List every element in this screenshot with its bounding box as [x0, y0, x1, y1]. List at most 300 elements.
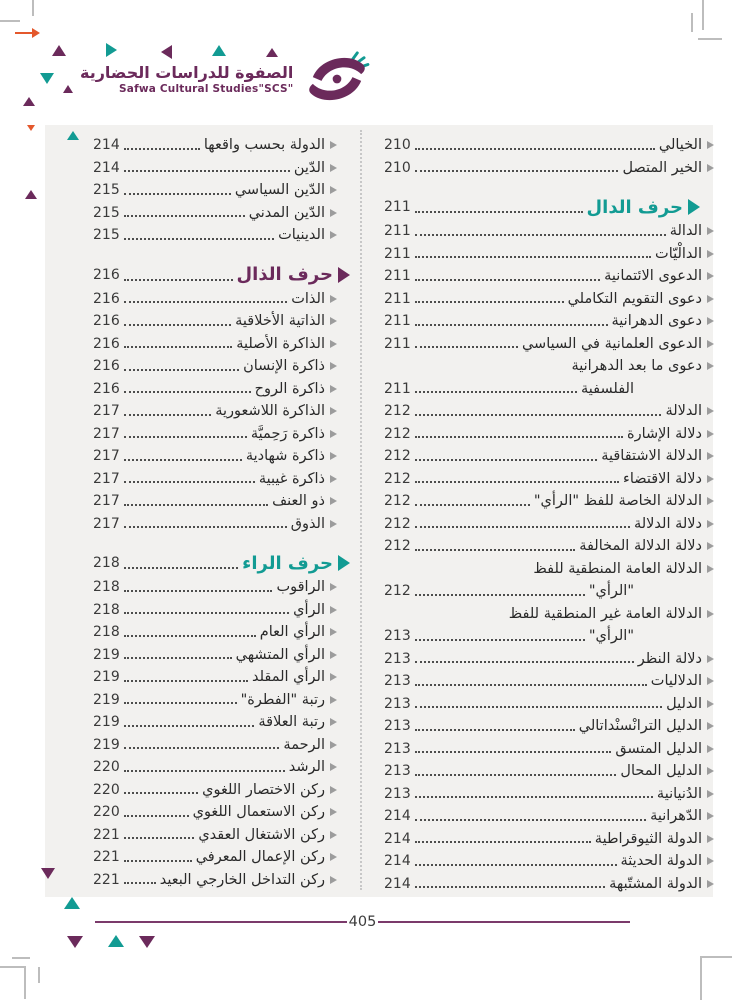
index-entry	[384, 693, 714, 716]
brand-name-arabic: الصفوة للدراسات الحضارية	[80, 63, 294, 82]
dot-leader	[124, 148, 200, 150]
entry-text: ركن الاستعمال اللغوي	[192, 804, 325, 821]
dot-leader	[124, 481, 255, 483]
entry-text: ذاكرة الإنسان	[243, 358, 325, 375]
entry-text: دلالة الإشارة	[627, 425, 702, 442]
entry-text: الخير المتصل	[622, 159, 702, 176]
entry-page-number: 218	[93, 579, 120, 596]
entry-text: الدُنيانية	[656, 785, 702, 802]
dot-leader	[124, 567, 238, 569]
triangle-bullet-icon	[330, 520, 337, 528]
entry-text: الدليل	[666, 695, 702, 712]
triangle-decoration-icon	[106, 43, 120, 57]
triangle-bullet-icon	[338, 267, 350, 283]
entry-page-number: 216	[93, 335, 120, 352]
entry-page-number: 213	[384, 628, 411, 645]
entry-page-number: 212	[384, 515, 411, 532]
entry-page-number: 210	[384, 159, 411, 176]
brand-name-english: Safwa Cultural Studies"SCS"	[119, 83, 294, 95]
triangle-bullet-icon	[707, 767, 714, 775]
entry-page-number: 220	[93, 804, 120, 821]
entry-page-number: 214	[384, 875, 411, 892]
dot-leader	[415, 729, 575, 731]
triangle-bullet-icon	[330, 763, 337, 771]
entry-text: ذاكرة رَحِميَّة	[250, 425, 325, 442]
triangle-bullet-icon	[707, 745, 714, 753]
entry-text: رتبة العلاقة	[258, 714, 325, 731]
triangle-bullet-icon	[707, 857, 714, 865]
dot-leader	[415, 819, 646, 821]
dot-leader	[415, 841, 591, 843]
entry-text: الذاكرة اللاشعورية	[215, 403, 325, 420]
entry-text: الدّهرانية	[650, 808, 702, 825]
triangle-bullet-icon	[707, 565, 714, 573]
entry-page-number: 212	[384, 493, 411, 510]
crop-mark	[700, 956, 702, 1000]
dot-leader	[124, 346, 233, 348]
brand-header	[80, 50, 373, 108]
page-number: 405	[348, 914, 377, 930]
entry-page-number: 213	[384, 785, 411, 802]
dot-leader	[415, 481, 619, 483]
index-entry	[384, 445, 714, 468]
dot-leader	[415, 324, 608, 326]
entry-page-number: 217	[93, 425, 120, 442]
index-section-heading	[384, 194, 714, 220]
entry-text: دلالة الدلالة	[633, 515, 702, 532]
dot-leader	[124, 301, 288, 303]
triangle-decoration-icon	[63, 82, 73, 93]
crop-mark	[0, 966, 25, 968]
index-entry	[93, 333, 337, 356]
entry-text: الدلالة العامة المنطقية للفظ	[533, 560, 702, 577]
entry-page-number: 211	[384, 268, 411, 285]
index-entry	[384, 670, 714, 693]
entry-text: رتبة "الفطرة"	[240, 691, 325, 708]
entry-page-number: 218	[93, 555, 120, 571]
entry-text: الذوق	[290, 515, 325, 532]
dot-leader	[124, 702, 237, 704]
index-entry	[384, 513, 714, 536]
index-entry	[384, 850, 714, 873]
triangle-bullet-icon	[707, 141, 714, 149]
entry-page-number: 216	[93, 358, 120, 375]
dot-leader	[124, 747, 280, 749]
triangle-bullet-icon	[707, 430, 714, 438]
triangle-bullet-icon	[330, 606, 337, 614]
entry-text: الرأي المتشهي	[235, 646, 325, 663]
index-entry	[93, 689, 337, 712]
entry-page-number: 214	[384, 853, 411, 870]
triangle-decoration-icon	[67, 936, 83, 951]
triangle-decoration-icon	[23, 94, 35, 106]
entry-text: الدليل المتسق	[615, 740, 702, 757]
triangle-bullet-icon	[330, 673, 337, 681]
entry-page-number: 218	[93, 601, 120, 618]
entry-text: حرف الراء	[242, 552, 333, 574]
index-entry	[384, 288, 714, 311]
entry-page-number: 221	[93, 849, 120, 866]
column-divider	[360, 130, 362, 890]
entry-page-number: 213	[384, 673, 411, 690]
index-entry	[384, 157, 714, 180]
triangle-bullet-icon	[330, 808, 337, 816]
index-entry	[93, 157, 337, 180]
triangle-bullet-icon	[707, 295, 714, 303]
index-entry	[384, 243, 714, 266]
triangle-decoration-icon	[212, 42, 226, 56]
triangle-bullet-icon	[707, 677, 714, 685]
index-entry	[93, 378, 337, 401]
entry-page-number: 211	[384, 223, 411, 240]
triangle-bullet-icon	[707, 227, 714, 235]
dot-leader	[415, 886, 605, 888]
triangle-decoration-icon	[64, 894, 80, 909]
crop-mark	[24, 966, 26, 999]
triangle-bullet-icon	[330, 651, 337, 659]
triangle-bullet-icon	[707, 475, 714, 483]
dot-leader	[415, 796, 653, 798]
triangle-bullet-icon	[330, 853, 337, 861]
index-column-left	[93, 134, 337, 891]
index-entry	[93, 576, 337, 599]
safwa-logo-icon	[301, 50, 373, 108]
dot-leader	[415, 346, 518, 348]
entry-page-number: 211	[384, 245, 411, 262]
entry-text: دعوى الدهرانية	[611, 313, 702, 330]
entry-text: الدلالة الاشتقاقية	[601, 448, 702, 465]
entry-page-number: 220	[93, 781, 120, 798]
triangle-bullet-icon	[330, 186, 337, 194]
index-entry	[93, 711, 337, 734]
dot-leader	[124, 238, 274, 240]
dot-leader	[415, 436, 623, 438]
index-entry	[384, 400, 714, 423]
entry-text: دعوى التقويم التكاملي	[567, 290, 702, 307]
entry-page-number: 221	[93, 871, 120, 888]
index-entry	[384, 760, 714, 783]
entry-page-number: 213	[384, 718, 411, 735]
crop-mark	[702, 0, 704, 30]
dot-leader	[124, 725, 255, 727]
entry-page-number: 215	[93, 182, 120, 199]
entry-text: الدولة الثيوقراطية	[594, 830, 702, 847]
orange-arrow-icon	[15, 32, 33, 34]
entry-page-number: 218	[93, 624, 120, 641]
index-entry	[93, 824, 337, 847]
triangle-bullet-icon	[330, 696, 337, 704]
triangle-bullet-icon	[707, 164, 714, 172]
index-entry	[384, 625, 714, 648]
entry-text: الدعوى الائتمانية	[604, 268, 702, 285]
triangle-bullet-icon	[330, 317, 337, 325]
entry-page-number: 217	[93, 515, 120, 532]
footer-line	[378, 921, 630, 923]
dot-leader	[415, 594, 585, 596]
triangle-bullet-icon	[707, 610, 714, 618]
entry-page-number: 214	[93, 137, 120, 154]
index-entry	[93, 490, 337, 513]
triangle-bullet-icon	[707, 340, 714, 348]
dot-leader	[415, 504, 530, 506]
entry-text: الذات	[291, 290, 325, 307]
dot-leader	[415, 526, 630, 528]
triangle-bullet-icon	[707, 520, 714, 528]
entry-page-number: 220	[93, 759, 120, 776]
entry-text: الدالْيّات	[655, 245, 702, 262]
index-entry	[93, 468, 337, 491]
triangle-bullet-icon	[330, 718, 337, 726]
entry-page-number: 215	[93, 227, 120, 244]
orange-arrow-icon	[32, 28, 40, 38]
dot-leader	[124, 860, 192, 862]
dot-leader	[415, 148, 655, 150]
entry-page-number: 210	[384, 137, 411, 154]
triangle-bullet-icon	[330, 831, 337, 839]
triangle-bullet-icon	[330, 452, 337, 460]
triangle-bullet-icon	[330, 295, 337, 303]
entry-text: الدّين المدني	[248, 204, 325, 221]
dot-leader	[415, 751, 612, 753]
entry-text: ذو العنف	[272, 493, 325, 510]
index-entry	[384, 310, 714, 333]
index-entry	[93, 513, 337, 536]
entry-page-number: 219	[93, 691, 120, 708]
dot-leader	[124, 369, 239, 371]
triangle-bullet-icon	[707, 497, 714, 505]
entry-page-number: 213	[384, 695, 411, 712]
index-column-right	[384, 134, 714, 895]
index-entry	[384, 468, 714, 491]
index-entry	[384, 715, 714, 738]
dot-leader	[124, 792, 198, 794]
index-entry	[93, 355, 337, 378]
entry-text: الذاتية الأخلاقية	[235, 313, 325, 330]
entry-text: الدلالة	[665, 403, 702, 420]
entry-text: ذاكرة غيبية	[258, 470, 325, 487]
entry-page-number: 221	[93, 826, 120, 843]
triangle-bullet-icon	[330, 786, 337, 794]
entry-page-number: 219	[93, 736, 120, 753]
entry-text: دلالة النظر	[637, 650, 702, 667]
entry-page-number: 219	[93, 714, 120, 731]
index-entry	[384, 828, 714, 851]
index-entry	[384, 134, 714, 157]
index-entry	[93, 801, 337, 824]
triangle-decoration-icon	[67, 128, 79, 140]
triangle-bullet-icon	[707, 655, 714, 663]
triangle-bullet-icon	[330, 385, 337, 393]
dot-leader	[124, 612, 289, 614]
index-entry	[93, 666, 337, 689]
dot-leader	[124, 882, 156, 884]
index-entry	[93, 779, 337, 802]
index-entry	[93, 869, 337, 892]
triangle-bullet-icon	[707, 812, 714, 820]
index-entry	[384, 648, 714, 671]
dot-leader	[124, 391, 251, 393]
triangle-bullet-icon	[330, 231, 337, 239]
entry-text: الدولة بحسب واقعها	[203, 137, 325, 154]
entry-text: الدعوى العلمانية في السياسي	[521, 335, 702, 352]
triangle-decoration-icon	[266, 45, 278, 57]
triangle-bullet-icon	[688, 199, 700, 215]
triangle-bullet-icon	[338, 555, 350, 571]
entry-page-number: 215	[93, 204, 120, 221]
index-entry	[93, 734, 337, 757]
crop-mark	[12, 957, 30, 959]
entry-text: ذاكرة شهادية	[245, 448, 325, 465]
triangle-decoration-icon	[52, 42, 66, 56]
dot-leader	[415, 414, 662, 416]
entry-page-number: 214	[93, 159, 120, 176]
entry-text: الفلسفية	[580, 380, 634, 397]
dot-leader	[415, 391, 577, 393]
dot-leader	[124, 193, 231, 195]
dot-leader	[415, 234, 666, 236]
index-entry	[93, 445, 337, 468]
index-entry	[93, 599, 337, 622]
triangle-bullet-icon	[330, 741, 337, 749]
entry-page-number: 219	[93, 669, 120, 686]
entry-page-number: 219	[93, 646, 120, 663]
entry-text: الدلالة الخاصة للفظ "الرأي"	[533, 493, 702, 510]
entry-text: الرحمة	[283, 736, 325, 753]
dot-leader	[124, 526, 287, 528]
dot-leader	[124, 837, 195, 839]
index-entry	[384, 355, 714, 378]
index-entry	[93, 644, 337, 667]
triangle-bullet-icon	[330, 407, 337, 415]
dot-leader	[124, 590, 273, 592]
index-entry	[384, 558, 714, 581]
triangle-decoration-icon	[27, 125, 35, 134]
dot-leader	[124, 436, 247, 438]
entry-text: الدليل المحال	[620, 763, 702, 780]
entry-text: الدلالة العامة غير المنطقية للفظ	[508, 605, 702, 622]
entry-page-number: 217	[93, 470, 120, 487]
triangle-bullet-icon	[330, 475, 337, 483]
crop-mark	[691, 13, 693, 32]
entry-text: الدّين	[293, 159, 325, 176]
dot-leader	[415, 774, 617, 776]
index-section-heading	[93, 262, 350, 288]
triangle-bullet-icon	[330, 430, 337, 438]
dot-leader	[415, 706, 662, 708]
triangle-bullet-icon	[707, 700, 714, 708]
entry-text: الدولة الحديثة	[620, 853, 702, 870]
index-entry	[384, 783, 714, 806]
dot-leader	[124, 680, 248, 682]
triangle-bullet-icon	[707, 880, 714, 888]
triangle-bullet-icon	[330, 209, 337, 217]
dot-leader	[415, 549, 575, 551]
dot-leader	[415, 279, 600, 281]
dot-leader	[124, 504, 268, 506]
entry-page-number: 211	[384, 313, 411, 330]
index-entry	[93, 621, 337, 644]
entry-page-number: 216	[93, 290, 120, 307]
crop-mark	[698, 38, 722, 40]
entry-page-number: 212	[384, 448, 411, 465]
dot-leader	[124, 815, 189, 817]
entry-text: دلالة الدلالة المخالفة	[579, 538, 702, 555]
triangle-bullet-icon	[707, 722, 714, 730]
entry-text: الرأي العام	[259, 624, 325, 641]
triangle-bullet-icon	[330, 876, 337, 884]
entry-page-number: 211	[384, 199, 411, 215]
dot-leader	[124, 770, 285, 772]
entry-text: دلالة الاقتضاء	[623, 470, 702, 487]
index-entry	[93, 423, 337, 446]
index-entry	[384, 535, 714, 558]
entry-page-number: 212	[384, 538, 411, 555]
triangle-bullet-icon	[330, 141, 337, 149]
entry-page-number: 214	[384, 808, 411, 825]
entry-page-number: 212	[384, 583, 411, 600]
triangle-decoration-icon	[41, 868, 55, 882]
entry-text: الراقوب	[276, 579, 325, 596]
index-entry	[384, 378, 714, 401]
triangle-decoration-icon	[139, 936, 155, 951]
entry-text: الدلاليات	[650, 673, 702, 690]
entry-text: الرأي	[293, 601, 325, 618]
dot-leader	[415, 639, 585, 641]
dot-leader	[415, 170, 619, 172]
index-entry	[93, 400, 337, 423]
dot-leader	[124, 170, 290, 172]
index-entry	[384, 580, 714, 603]
dot-leader	[124, 279, 233, 281]
triangle-bullet-icon	[707, 452, 714, 460]
dot-leader	[415, 256, 651, 258]
entry-text: "الرأي"	[588, 628, 634, 645]
index-entry	[384, 738, 714, 761]
dot-leader	[124, 324, 231, 326]
dot-leader	[415, 301, 564, 303]
entry-page-number: 213	[384, 740, 411, 757]
entry-page-number: 211	[384, 335, 411, 352]
index-entry	[93, 179, 337, 202]
triangle-bullet-icon	[707, 542, 714, 550]
triangle-bullet-icon	[330, 628, 337, 636]
entry-page-number: 213	[384, 650, 411, 667]
index-entry	[93, 134, 337, 157]
entry-text: ركن الإعمال المعرفي	[195, 849, 325, 866]
entry-text: حرف الذال	[236, 264, 333, 285]
triangle-bullet-icon	[330, 362, 337, 370]
index-entry	[93, 224, 337, 247]
entry-text: "الرأي"	[588, 583, 634, 600]
entry-page-number: 217	[93, 403, 120, 420]
index-entry	[384, 490, 714, 513]
triangle-bullet-icon	[707, 790, 714, 798]
index-entry	[384, 805, 714, 828]
index-entry	[93, 288, 337, 311]
entry-page-number: 216	[93, 313, 120, 330]
entry-page-number: 212	[384, 403, 411, 420]
triangle-bullet-icon	[330, 340, 337, 348]
index-entry	[384, 603, 714, 626]
page-footer	[95, 915, 630, 930]
triangle-bullet-icon	[330, 583, 337, 591]
dot-leader	[124, 459, 242, 461]
entry-text: حرف الدال	[586, 196, 683, 218]
entry-page-number: 217	[93, 493, 120, 510]
triangle-decoration-icon	[108, 932, 124, 947]
triangle-bullet-icon	[707, 835, 714, 843]
triangle-bullet-icon	[707, 362, 714, 370]
